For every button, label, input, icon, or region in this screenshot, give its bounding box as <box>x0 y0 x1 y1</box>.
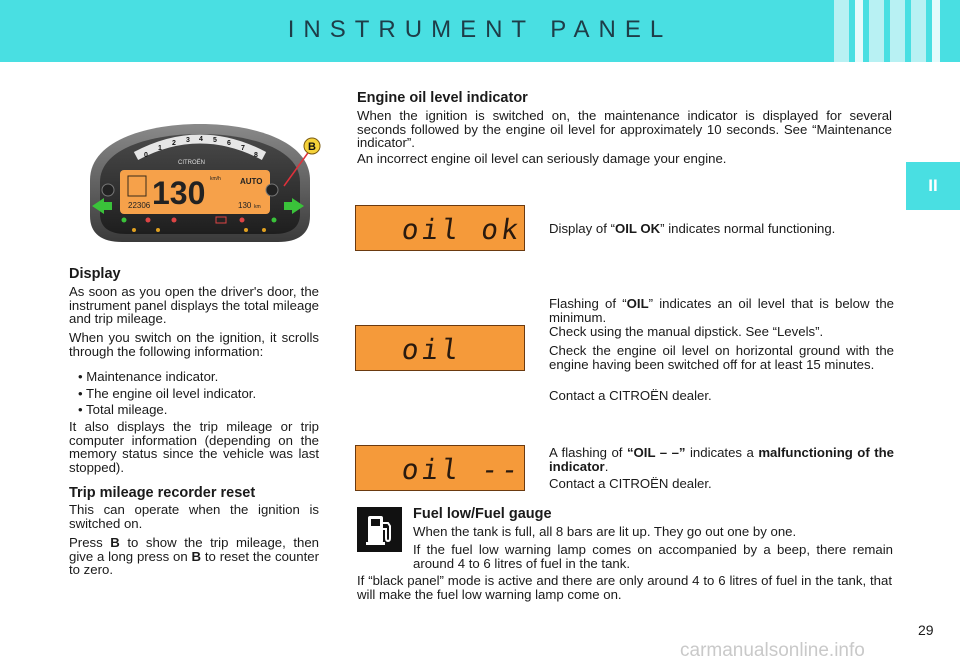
text-run-bold: B <box>110 535 120 550</box>
tach-scale-0: 0 <box>144 152 148 159</box>
text-run: indicates a <box>685 445 759 460</box>
tach-scale-5: 5 <box>213 137 217 144</box>
tach-scale-8: 8 <box>254 152 258 159</box>
tach-scale-2: 2 <box>172 140 176 147</box>
trip-reset-button <box>266 184 278 196</box>
oil-paragraph-1: When the ignition is switched on, the maintenance indicator is displayed for several seconds followed by the engine oil level for approximately 10 seconds. See “Maintenance indicator”. <box>357 108 892 151</box>
lcd-speed-unit: km/h <box>210 176 221 182</box>
oil-low-paragraph-3: Check the engine oil level on horizontal ground with the engine having been switched off for at least 15 minutes. <box>549 343 894 372</box>
lcd-oil-fault <box>355 445 525 491</box>
page-header <box>0 0 960 62</box>
text-run: ” indicates normal functioning. <box>660 221 836 236</box>
display-heading: Display <box>69 266 121 282</box>
watermark: carmanualsonline.info <box>680 640 865 661</box>
fuel-pump-icon <box>357 507 402 552</box>
left-stalk-button <box>102 184 114 196</box>
text-run-bold: B <box>191 548 202 564</box>
tach-scale-1: 1 <box>158 145 162 152</box>
fuel-paragraph-1: When the tank is full, all 8 bars are lit up. They go out one by one. <box>413 524 797 539</box>
display-bullet-3: • Total mileage. <box>78 402 168 417</box>
lcd-text: oil -- <box>399 453 524 486</box>
text-run-bold: malfunctioning of the indicator <box>549 445 894 474</box>
fuel-paragraph-2: If the fuel low warning lamp comes on accompanied by a beep, there remain around 4 to 6 litres of fuel in the tank. <box>413 542 893 571</box>
oil-low-paragraph-4: Contact a CITROËN dealer. <box>549 388 712 403</box>
section-tab[interactable]: II <box>906 162 960 210</box>
lcd-text: oil <box>399 333 464 366</box>
lcd-trip: 130 <box>238 201 252 210</box>
lcd-odometer: 22306 <box>128 201 151 210</box>
text-run-bold: “OIL – –” <box>626 445 686 460</box>
trip-reset-paragraph-1: This can operate when the ignition is switched on. <box>69 502 319 531</box>
lcd-speed: 130 <box>152 175 206 211</box>
display-bullet-1: • Maintenance indicator. <box>78 369 219 384</box>
page-title: INSTRUMENT PANEL <box>287 16 673 43</box>
display-paragraph-2: When you switch on the ignition, it scrolls through the following information: <box>69 330 319 359</box>
lcd-oil-ok <box>355 205 525 251</box>
text-run: Display of “ <box>549 221 615 236</box>
oil-ok-text <box>549 222 894 236</box>
oil-fault-text <box>549 446 894 473</box>
trip-reset-paragraph-2 <box>69 536 319 577</box>
text-run: to show the trip mileage, then give a long press on <box>69 535 320 564</box>
text-run: ” indicates an oil level that is below the minimum. <box>549 296 894 325</box>
display-bullet-2: • The engine oil level indicator. <box>78 386 257 401</box>
fuel-paragraph-3: If “black panel” mode is active and there are only around 4 to 6 litres of fuel in the tank, that will make the fuel low warning lamp come on. <box>357 573 892 602</box>
instrument-cluster-illustration <box>78 120 323 244</box>
oil-low-text <box>549 297 894 324</box>
tach-scale-3: 3 <box>186 137 190 144</box>
text-run: Press <box>69 535 111 550</box>
text-run: to reset the counter to zero. <box>69 548 319 578</box>
display-paragraph-3: It also displays the trip mileage or trip computer information (depending on the memory status since the vehicle was last stopped). <box>69 419 319 475</box>
oil-fault-paragraph-2: Contact a CITROËN dealer. <box>549 476 712 491</box>
text-run: Flashing of “ <box>549 296 627 311</box>
lcd-trip-unit: km <box>254 204 261 210</box>
tach-scale-7: 7 <box>241 145 245 152</box>
tach-scale-4: 4 <box>199 136 203 143</box>
text-run: A flashing of <box>549 445 627 460</box>
brand-label: CITROËN <box>178 160 205 166</box>
lcd-mode: AUTO <box>240 177 263 186</box>
display-paragraph-1: As soon as you open the driver's door, the instrument panel displays the total mileage and trip mileage. <box>69 284 319 327</box>
tach-scale-6: 6 <box>227 140 231 147</box>
text-run: . <box>604 458 609 474</box>
text-run-bold: OIL <box>626 296 649 311</box>
oil-low-paragraph-2: Check using the manual dipstick. See “Levels”. <box>549 324 824 339</box>
lcd-text: oil ok <box>399 213 524 246</box>
oil-heading: Engine oil level indicator <box>357 90 528 106</box>
text-run-bold: OIL OK <box>614 221 661 236</box>
page-number: 29 <box>918 622 934 638</box>
trip-reset-heading: Trip mileage recorder reset <box>69 485 256 501</box>
callout-b-label: B <box>308 141 316 153</box>
oil-paragraph-2: An incorrect engine oil level can seriously damage your engine. <box>357 151 727 166</box>
header-stripes <box>834 0 940 62</box>
fuel-heading: Fuel low/Fuel gauge <box>413 506 552 522</box>
lcd-oil-low <box>355 325 525 371</box>
